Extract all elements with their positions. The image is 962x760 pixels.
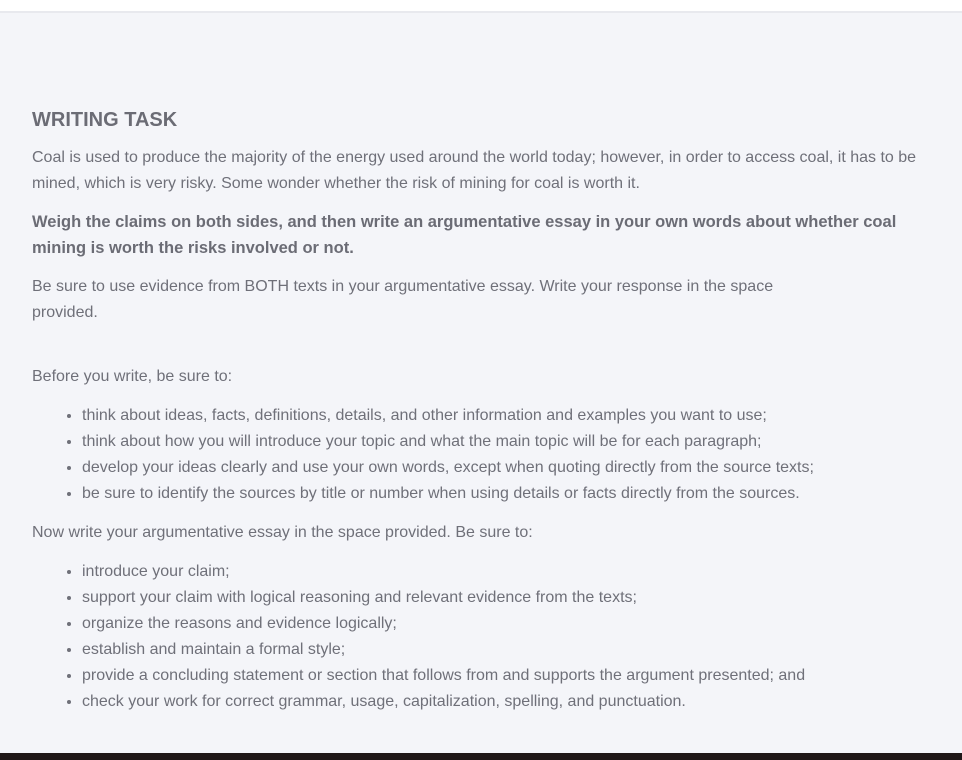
bottom-bar: [0, 753, 962, 760]
writing-task-panel[interactable]: [32, 108, 932, 711]
top-strip: [0, 0, 962, 11]
top-divider: [0, 11, 962, 13]
list-item: • provide a concluding statement or section that follows from and supports the argument presented; and: [82, 663, 932, 689]
task-prompt-paragraph: Weigh the claims on both sides, and then write an argumentative essay in your own words about whether coal mining is worth the risks involved or not.: [32, 213, 897, 257]
writing-task-title: WRITING TASK: [32, 109, 178, 131]
list-item: • develop your ideas clearly and use your own words, except when quoting directly from the source texts;: [82, 455, 932, 481]
list-item: • organize the reasons and evidence logically;: [82, 611, 932, 637]
evidence-note-paragraph: Be sure to use evidence from BOTH texts in your argumentative essay. Write your response in the space provided.: [32, 278, 774, 321]
list-item: • be sure to identify the sources by title or number when using details or facts directly from the sources.: [82, 481, 932, 507]
before-you-write-heading: Before you write, be sure to:: [32, 368, 233, 385]
list-item: • check your work for correct grammar, usage, capitalization, spelling, and punctuation.: [82, 689, 932, 711]
list-item: • introduce your claim;: [82, 559, 932, 585]
now-write-list: [32, 559, 932, 711]
list-item: • support your claim with logical reasoning and relevant evidence from the texts;: [82, 585, 932, 611]
before-you-write-list: [32, 403, 932, 507]
list-item: • think about how you will introduce your topic and what the main topic will be for each paragraph;: [82, 429, 932, 455]
now-write-heading: Now write your argumentative essay in the space provided. Be sure to:: [32, 524, 533, 541]
task-intro-paragraph: Coal is used to produce the majority of the energy used around the world today; however, in order to access coal, it has to be mined, which is very risky. Some wonder whether the risk of mining for coal is worth it.: [32, 149, 917, 192]
list-item: • think about ideas, facts, definitions, details, and other information and examples you want to use;: [82, 403, 932, 429]
list-item: • establish and maintain a formal style;: [82, 637, 932, 663]
